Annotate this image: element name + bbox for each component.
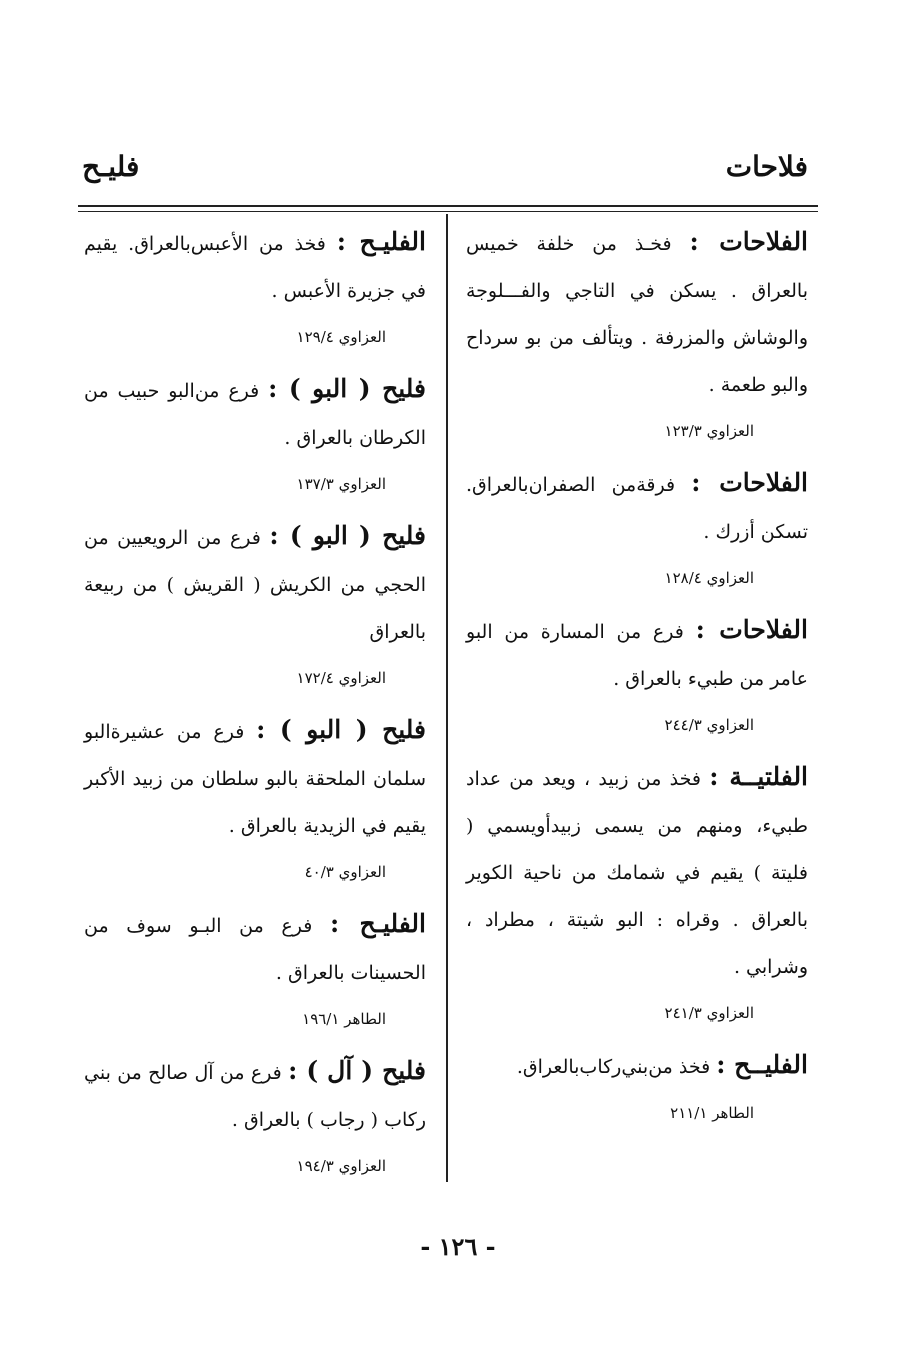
entry-source: العزاوي ٤٠/٣ [304,863,386,881]
entry-headword: الفليـح : [336,227,426,256]
entry [466,1041,808,1123]
entry-headword: فليح ( البو ) : [268,374,426,403]
header-rule [78,205,818,207]
running-head-left: فليـح [82,150,140,183]
entry-headword: الفلاحات : [689,227,809,256]
left-column [84,218,426,1194]
entry-text: فرقةمن الصفران‌بالعراق. تسكن أزرك . [466,474,808,543]
entry-text: فخـذ من خلفة خميس بالعراق . يسكن في التاجي والفـــلوجة والوشاش والمزرفة . ويتألف من بو سرداح والبو طعمة . [466,233,808,396]
right-column [466,218,808,1141]
entry [84,1047,426,1176]
entry-text: فخذ من الأعبس‌بالعراق. يقيم في جزيرة الأعبس . [84,233,426,302]
entry-source: العزاوي ٢٤١/٣ [664,1004,754,1022]
entry-text: فرع من‌البو حبيب من الكرطان بالعراق . [84,380,426,449]
entry-source: العزاوي ١٣٧/٣ [296,475,386,493]
entry [84,218,426,347]
entry [466,218,808,441]
entry-headword: الفلاحات : [691,468,809,497]
entry-source: الطاهر ١٩٦/١ [302,1010,386,1028]
entry-source: العزاوي ١٢٨/٤ [664,569,754,587]
entry-text: فرع من المسارة من البو عامر من طبيء بالعراق . [466,621,808,690]
column-divider [446,214,448,1182]
entry-source: العزاوي ٢٤٤/٣ [664,716,754,734]
header-rule-thin [78,211,818,212]
running-head-right: فلاحات [725,150,808,183]
entry [84,900,426,1029]
entry-headword: الفلتيــة : [709,762,809,791]
entry [466,459,808,588]
entry-text: فخذ من‌بني‌ركاب‌بالعراق. [516,1056,711,1078]
entry [84,512,426,688]
page-number: - ١٢٦ - [420,1232,496,1261]
entry-source: العزاوي ١٢٩/٤ [296,328,386,346]
entry-headword: الفليــح : [716,1050,808,1079]
entry-text: فرع من الرويعيين من الحجي من الكريش ( القريش ) من ربيعة بالعراق [84,527,426,643]
entry-source: العزاوي ١٧٢/٤ [296,669,386,687]
entry-source: الطاهر ٢١١/١ [670,1104,754,1122]
entry-headword: فليح ( البو ) : [269,521,426,550]
entry-source: العزاوي ١٢٣/٣ [664,422,754,440]
entry [466,753,808,1023]
entry-headword: فليح ( البو ) : [256,715,426,744]
entry-headword: الفلاحات : [695,615,808,644]
entry-headword: فليح ( آل ) : [288,1056,426,1085]
entry-text: فرع من آل صالح من بني ركاب ( رجاب ) بالعراق . [84,1062,426,1131]
entry-text: فرع من عشيرةالبو سلمان الملحقة بالبو سلطان من زبيد الأكبر يقيم في الزيدية بالعراق . [84,721,426,837]
entry-text: فخذ من زبيد ، ويعد من عداد طبيء، ومنهم من يسمى زبيدأويسمي ( فليتة ) يقيم في شمامك من ناحية الكوير بالعراق . وقراه : البو شيتة ، مطراد ، وشرابي . [466,768,808,978]
entry [84,365,426,494]
entry-source: العزاوي ١٩٤/٣ [296,1157,386,1175]
entry-text: فرع من البـو سوف من الحسينات بالعراق . [84,915,426,984]
entry [466,606,808,735]
entry [84,706,426,882]
entry-headword: الفليـح : [329,909,426,938]
